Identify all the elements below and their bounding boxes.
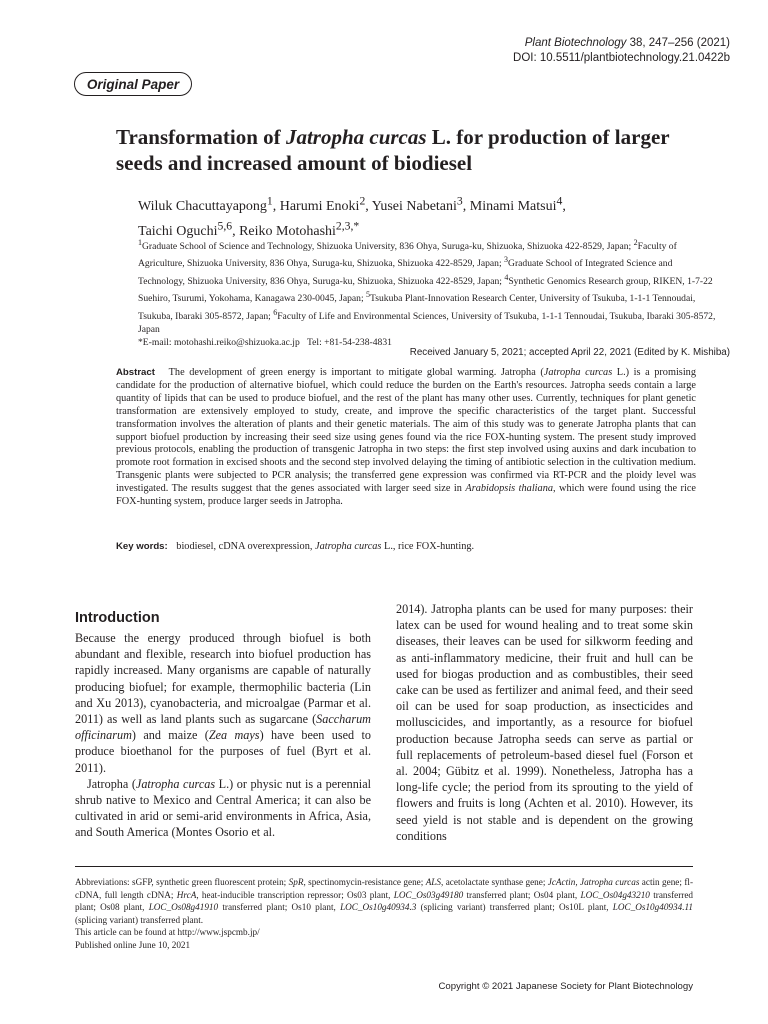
paper-title: Transformation of Jatropha curcas L. for production of larger seeds and increased amount of biodiesel <box>116 125 670 175</box>
abbreviation-run: transferred plant; Os10 plant, <box>218 902 341 912</box>
keywords-label: Key words: <box>116 541 168 552</box>
abbreviation-run: (splicing variant) transferred plant; Os10L plant, <box>416 902 613 912</box>
affiliation-block: $^1$Graduate School of Science and Technology, Shizuoka University, 836 Ohya, Suruga-ku, Shizuoka, Shizuoka 422-8529, Japan; $^2$Faculty of Agriculture, Shizuoka University, 836 Ohya, Suruga-ku, Shizuoka, Shizuoka 422-8529, Japan; $^3$Graduate School of Integrated Science and Technology, Shizuoka University, 836 Ohya, Suruga-ku, Shizuoka, Shizuoka 422-8529, Japan; $^4$Synthetic Genomics Research group, RIKEN, 1-7-22 Suehiro, Tsurumi, Yokohama, Kanagawa 230-0045, Japan; $^5$Tsukuba Plant-Innovation Research Center, University of Tsukuba, 1-1-1 Tennoudai, Tsukuba, Ibaraki 305-8572, Japan; $^6$Faculty of Life and Environmental Sciences, University of Tsukuba, 1-1-1 Tennoudai, Tsukuba, Ibaraki 305-8572, Japan <box>138 238 716 335</box>
abbreviation-run: , acetolactate synthase gene; <box>441 877 548 887</box>
abbreviation-run: transferred plant; Os04 plant, <box>463 889 581 900</box>
abbreviation-run: LOC_Os04g43210 <box>580 889 650 900</box>
paragraph: Jatropha (Jatropha curcas L.) or physic nut is a perennial shrub native to Mexico and Central America; it can also be cultivated in arid or semi-arid environments in Africa, Asia, and South America (Montes Osorio et al. <box>75 776 371 840</box>
author: Harumi Enoki$^2$, <box>279 194 372 214</box>
abbreviation-run: transferred plant; Os08 plant, <box>75 889 693 912</box>
paragraph: 2014). Jatropha plants can be used for many purposes: their latex can be used for wound healing and to treat some skin diseases, their leaves can be used for silkworm feeding and as anti-inflammatory medicine, their fruit and hull can be used for biogas production and as combustibles, their seed cake can be used as fertilizer and animal feed, and their seed oil can be used for soap production, as insecticides and molluscicides, and importantly, as a resource for biofuel production because Jatropha seeds can serve as partial or full replacements of petroleum-based diesel fuel (Forson et al. 2004; Gübitz et al. 1999). Nonetheless, Jatropha has a long-life cycle; the period from its sprouting to the yield of flowers and fruits is long (Achten et al. 2010). However, its seed yield is not stable and is dependent on the growing conditions <box>396 602 693 843</box>
abstract: Abstract The development of green energy is important to mitigate global warming. Jatropha (Jatropha curcas L.) is a promising candidate for the production of alternative biofuel, which could reduce the burden on the Earth's resources. Jatropha seeds contain a large quantity of lipids that can be used to produce biofuel, and the rest of the plant has many other uses. Currently, techniques for plant genetic transformation are extensively employed to study, create, and improve the specific characteristics of the target plant. Successful transformation involves the alteration of plants and their genetic materials. The aim of this study was to generate Jatropha plants that can support biofuel production by increasing their seed size using genes found via the rice FOX-hunting system. The present study improved previous protocols, enabling the production of transgenic Jatropha in two steps: the first step involved using auxins and dark incubation to promote root formation in excised shoots and the second step involved delaying the timing of antibiotic selection in the cultivation medium. Transgenic plants were subjected to PCR analysis; the transferred gene expression was confirmed via RT-PCR and the ploidy level was investigated. The results suggest that the genes associated with larger seed size in Arabidopsis thaliana, which were found using the rice FOX-hunting system, produce larger seeds in Jatropha. <box>116 367 696 508</box>
abbreviation-run: (splicing variant) transferred plant. <box>75 914 204 925</box>
abbreviation-run: Abbreviations: sGFP, synthetic green fluorescent protein; <box>75 877 289 887</box>
abbreviations <box>75 876 693 926</box>
abbreviation-run: JcActin, Jatropha curcas <box>547 877 640 887</box>
article-type-badge: Original Paper <box>74 72 192 96</box>
author-list <box>138 191 718 242</box>
abbreviation-run: LOC_Os03g49180 <box>393 889 464 900</box>
title-species: Jatropha curcas <box>285 125 427 149</box>
abbreviation-run: ALS <box>425 877 442 887</box>
journal-citation: Plant Biotechnology 38, 247–256 (2021) <box>524 37 730 49</box>
footnote-divider <box>75 866 693 867</box>
article-url: This article can be found at http://www.jspcmb.jp/ <box>75 927 260 937</box>
journal-name: Plant Biotechnology <box>524 37 627 49</box>
copyright: Copyright © 2021 Japanese Society for Plant Biotechnology <box>438 981 693 992</box>
abbreviation-run: , heat-inducible transcription repressor; Os03 plant, <box>196 889 394 900</box>
author: Taichi Oguchi$^{5,6}$, <box>138 219 240 240</box>
body-column-left <box>75 630 371 841</box>
journal-header <box>513 36 730 66</box>
abbreviation-run: HrcA <box>176 889 197 900</box>
keywords: Key words: biodiesel, cDNA overexpression, Jatropha curcas L., rice FOX-hunting. <box>116 541 475 552</box>
phone: Tel: +81-54-238-4831 <box>306 337 392 349</box>
author: Yusei Nabetani$^3$, <box>371 194 470 214</box>
affiliations <box>138 236 718 349</box>
body-column-right <box>396 601 693 844</box>
published-date: Published online June 10, 2021 <box>75 939 191 950</box>
abstract-label: Abstract <box>116 367 155 378</box>
abbreviation-run: LOC_Os08g41910 <box>148 902 219 912</box>
abbreviation-run: , spectinomycin-resistance gene; <box>303 877 426 887</box>
author: Wiluk Chacuttayapong$^1$, <box>138 194 280 214</box>
footnotes <box>75 876 693 951</box>
paragraph: Because the energy produced through biofuel is both abundant and flexible, research into biofuel production has rapidly increased. Many organisms are capable of naturally producing biofuel; for example, thermophilic bacteria (Lin and Xu 2013), cyanobacteria, and microalgae (Parmar et al. 2011) as well as land plants such as sugarcane (Saccharum officinarum) and maize (Zea mays) have been used to produce bioethanol for the purposes of fuel (Byrt et al. 2011). <box>75 631 371 775</box>
abbreviation-run: LOC_Os10g40934.3 <box>340 902 417 912</box>
section-heading-introduction: Introduction <box>75 610 160 626</box>
abbreviation-run: actin gene; fl-cDNA, full length cDNA; <box>75 877 694 900</box>
email[interactable]: *E-mail: motohashi.reiko@shizuoka.ac.jp <box>138 337 300 349</box>
author: Reiko Motohashi$^{2,3,*}$ <box>239 219 360 240</box>
doi[interactable]: DOI: 10.5511/plantbiotechnology.21.0422b <box>513 52 730 64</box>
abbreviation-run: LOC_Os10g40934.11 <box>612 902 694 912</box>
author: Minami Matsui$^4$, <box>469 194 566 214</box>
received-dates: Received January 5, 2021; accepted April 22, 2021 (Edited by K. Mishiba) <box>409 347 730 358</box>
abbreviation-run: SpR <box>288 877 304 887</box>
